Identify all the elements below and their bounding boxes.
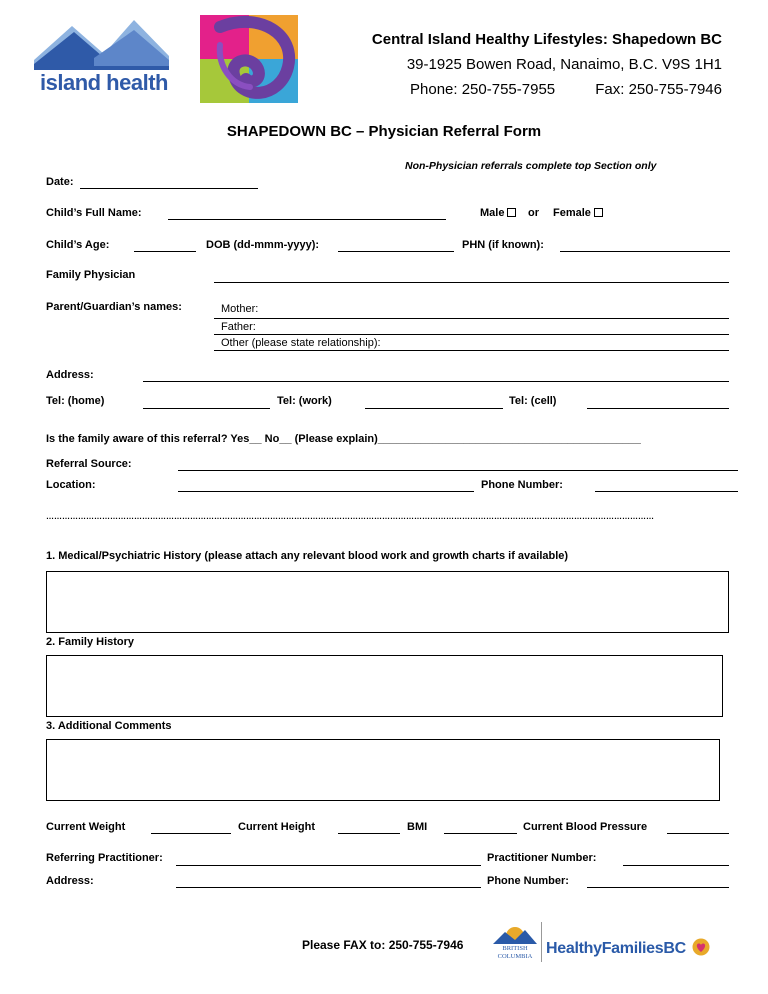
medical-history-box[interactable] <box>46 571 729 633</box>
non-physician-note: Non-Physician referrals complete top Section only <box>405 160 657 172</box>
practitioner-address-field[interactable] <box>176 887 481 888</box>
family-physician-field[interactable] <box>214 282 729 283</box>
island-health-text: island health <box>40 70 168 95</box>
practitioner-phone-label: Phone Number: <box>487 875 569 887</box>
section-1-heading: 1. Medical/Psychiatric History (please attach any relevant blood work and growth charts if available) <box>46 550 569 562</box>
referring-practitioner-label: Referring Practitioner: <box>46 852 163 864</box>
phone-number-field[interactable] <box>595 491 738 492</box>
date-label: Date: <box>46 176 74 188</box>
tel-work-label: Tel: (work) <box>277 395 332 407</box>
dotted-separator: ………………………………………………………………………………………………………………………………………………………………………………………………………… <box>46 512 654 521</box>
bc-government-logo <box>490 922 540 962</box>
family-aware-question: Is the family aware of this referral? Yes__ No__ (Please explain)___________________________________________ <box>46 433 641 445</box>
bmi-field[interactable] <box>444 833 517 834</box>
male-option[interactable] <box>480 207 516 219</box>
current-weight-field[interactable] <box>151 833 231 834</box>
dob-label: DOB (dd-mmm-yyyy): <box>206 239 320 251</box>
referral-source-field[interactable] <box>178 470 738 471</box>
referral-source-label: Referral Source: <box>46 458 132 470</box>
brand-healthy: Healthy <box>546 940 602 957</box>
location-field[interactable] <box>178 491 474 492</box>
org-name: Central Island Healthy Lifestyles: Shapedown BC <box>371 31 722 48</box>
section-2-heading: 2. Family History <box>46 636 135 648</box>
brand-families: Families <box>601 940 664 957</box>
org-phone: Phone: 250-755-7955 <box>410 81 556 98</box>
org-fax: Fax: 250-755-7946 <box>595 81 722 98</box>
logo-divider <box>541 922 542 962</box>
female-checkbox[interactable] <box>594 208 603 217</box>
tel-home-label: Tel: (home) <box>46 395 105 407</box>
child-name-label: Child’s Full Name: <box>46 207 142 219</box>
healthy-families-bc-logo <box>546 940 686 958</box>
fax-to-text: Please FAX to: 250-755-7946 <box>302 938 464 952</box>
bc-line2: COLUMBIA <box>497 953 533 960</box>
male-checkbox[interactable] <box>507 208 516 217</box>
practitioner-number-label: Practitioner Number: <box>487 852 597 864</box>
island-health-logo <box>34 16 169 98</box>
male-label: Male <box>480 207 505 219</box>
family-physician-label: Family Physician <box>46 269 136 281</box>
tel-home-field[interactable] <box>143 408 270 409</box>
shapedown-art-logo <box>200 15 298 103</box>
current-weight-label: Current Weight <box>46 821 126 833</box>
section-3-heading: 3. Additional Comments <box>46 720 172 732</box>
mountain-icon <box>34 16 169 70</box>
phone-number-label: Phone Number: <box>481 479 563 491</box>
family-history-box[interactable] <box>46 655 723 717</box>
practitioner-address-label: Address: <box>46 875 94 887</box>
current-height-label: Current Height <box>238 821 315 833</box>
mother-field[interactable] <box>214 318 729 319</box>
phn-field[interactable] <box>560 251 730 252</box>
dob-field[interactable] <box>338 251 454 252</box>
form-title: SHAPEDOWN BC – Physician Referral Form <box>226 123 542 140</box>
org-address: 39-1925 Bowen Road, Nanaimo, B.C. V9S 1H1 <box>406 56 722 73</box>
child-age-field[interactable] <box>134 251 196 252</box>
other-field[interactable] <box>214 350 729 351</box>
female-option[interactable] <box>553 207 603 219</box>
tel-cell-label: Tel: (cell) <box>509 395 557 407</box>
heart-icon <box>692 938 710 956</box>
other-label: Other (please state relationship): <box>221 337 381 349</box>
phn-label: PHN (if known): <box>462 239 544 251</box>
location-label: Location: <box>46 479 96 491</box>
brand-bc: BC <box>663 940 686 957</box>
current-height-field[interactable] <box>338 833 400 834</box>
child-name-field[interactable] <box>168 219 446 220</box>
father-label: Father: <box>221 321 256 333</box>
mother-label: Mother: <box>221 303 259 315</box>
tel-cell-field[interactable] <box>587 408 729 409</box>
blood-pressure-label: Current Blood Pressure <box>523 821 648 833</box>
referring-practitioner-field[interactable] <box>176 865 481 866</box>
or-label: or <box>528 207 539 219</box>
address-label: Address: <box>46 369 94 381</box>
blood-pressure-field[interactable] <box>667 833 729 834</box>
bc-line1: BRITISH <box>502 945 528 952</box>
tel-work-field[interactable] <box>365 408 503 409</box>
child-age-label: Child’s Age: <box>46 239 110 251</box>
practitioner-number-field[interactable] <box>623 865 729 866</box>
address-field[interactable] <box>143 381 729 382</box>
bmi-label: BMI <box>407 821 428 833</box>
bc-sun-icon <box>493 922 537 944</box>
practitioner-phone-field[interactable] <box>587 887 729 888</box>
female-label: Female <box>553 207 591 219</box>
date-field[interactable] <box>80 188 258 189</box>
guardians-label: Parent/Guardian’s names: <box>46 301 182 313</box>
additional-comments-box[interactable] <box>46 739 720 801</box>
father-field[interactable] <box>214 334 729 335</box>
